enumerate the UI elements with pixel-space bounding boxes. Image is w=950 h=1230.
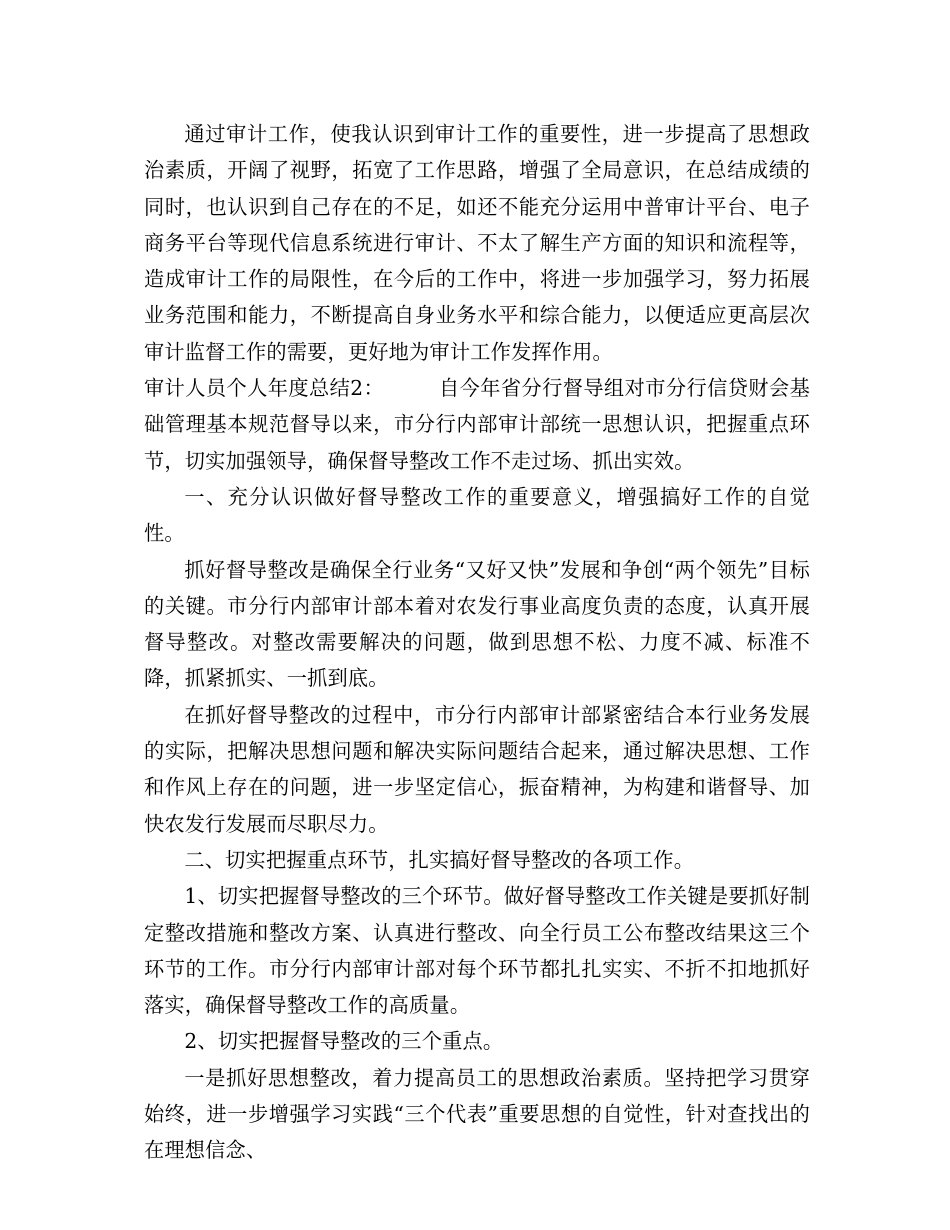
- section-heading: 一、充分认识做好督导整改工作的重要意义，增强搞好工作的自觉性。: [144, 484, 810, 546]
- subsection-heading: 2、切实把握督导整改的三个重点。: [184, 1029, 504, 1054]
- paragraph: 抓好督导整改是确保全行业务“又好又快”发展和争创“两个领先”目标的关键。市分行内部审计部本着对农发行事业高度负责的态度，认真开展督导整改。对整改需要解决的问题，做到思想不松、力度不减、标准不降，抓紧抓实、一抓到底。: [144, 557, 810, 691]
- paragraph: 1、切实把握督导整改的三个环节。做好督导整改工作关键是要抓好制定整改措施和整改方案、认真进行整改、向全行员工公布整改结果这三个环节的工作。市分行内部审计部对每个环节都扎扎实实、不折不扣地抓好落实，确保督导整改工作的高质量。: [144, 884, 810, 1018]
- label-gap: [384, 376, 439, 400]
- document-body: [144, 116, 810, 1169]
- paragraph-text: 自今年省分行督导组对市分行信贷财会基础管理基本规范督导以来，市分行内部审计部统一思想认识，把握重点环节，切实加强领导，确保督导整改工作不走过场、抓出实效。: [144, 376, 811, 473]
- paragraph: 一是抓好思想整改，着力提高员工的思想政治素质。坚持把学习贯穿始终，进一步增强学习实践“三个代表”重要思想的自觉性，针对查找出的在理想信念、: [144, 1065, 810, 1163]
- section-label: 审计人员个人年度总结2：: [144, 376, 385, 401]
- paragraph: 通过审计工作，使我认识到审计工作的重要性，进一步提高了思想政治素质，开阔了视野，拓宽了工作思路，增强了全局意识，在总结成绩的同时，也认识到自己存在的不足，如还不能充分运用中普审计平台、电子商务平台等现代信息系统进行审计、不太了解生产方面的知识和流程等，造成审计工作的局限性，在今后的工作中，将进一步加强学习，努力拓展业务范围和能力，不断提高自身业务水平和综合能力，以便适应更高层次审计监督工作的需要，更好地为审计工作发挥作用。: [144, 122, 810, 364]
- paragraph-with-heading: [144, 370, 810, 479]
- section-heading: 二、切实把握重点环节，扎实搞好督导整改的各项工作。: [184, 847, 695, 872]
- paragraph: 在抓好督导整改的过程中，市分行内部审计部紧密结合本行业务发展的实际，把解决思想问题和解决实际问题结合起来，通过解决思想、工作和作风上存在的问题，进一步坚定信心，振奋精神，为构建和谐督导、加快农发行发展而尽职尽力。: [144, 702, 810, 836]
